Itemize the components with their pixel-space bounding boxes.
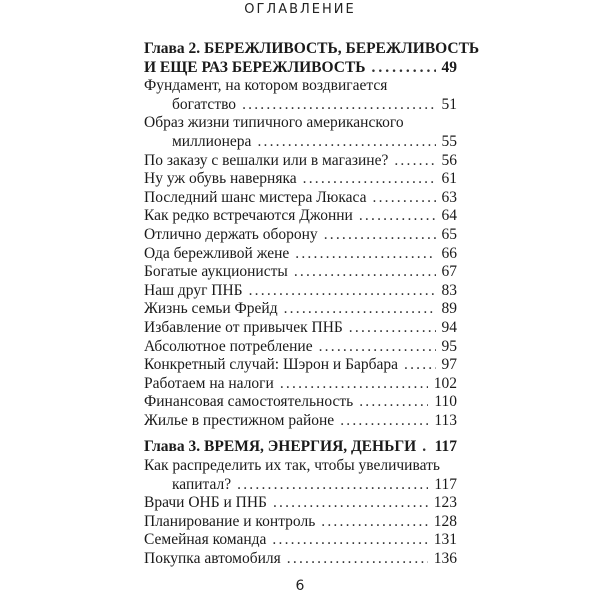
toc-entry: [144, 152, 457, 171]
toc-entry-title: Жилье в престижном районе: [144, 411, 335, 429]
toc-entry-title: Семейная команда: [144, 531, 267, 549]
leader-dots: [237, 476, 428, 495]
leader-dots: [273, 494, 428, 513]
leader-dots: [373, 189, 436, 208]
toc-entry-page: 89: [441, 300, 457, 318]
leader-dots: [257, 133, 435, 152]
toc-entry-title: Абсолютное потребление: [144, 337, 313, 355]
toc-entry-title-line2: богатство: [172, 95, 237, 113]
chapter-3-heading: [144, 438, 457, 457]
toc-entry-page: 67: [441, 263, 457, 281]
leader-dots: [422, 438, 428, 457]
toc-entry: [144, 513, 457, 532]
toc-entry-title: Ну уж обувь наверняка: [144, 170, 297, 188]
leader-dots: [249, 282, 436, 301]
leader-dots: [272, 531, 427, 550]
chapter-3-page: 117: [434, 438, 457, 456]
toc-entry-title: Богатые аукционисты: [144, 263, 288, 281]
toc-entry-page: 128: [433, 512, 457, 530]
leader-dots: [359, 393, 428, 412]
toc-entry: [144, 170, 457, 189]
toc-entry-page: 56: [441, 151, 457, 169]
toc-entry: [144, 245, 457, 264]
toc-entry-title: Конкретный случай: Шэрон и Барбара: [144, 356, 398, 374]
toc-entry-page: 123: [433, 494, 457, 512]
toc-entry-page: 102: [433, 374, 457, 392]
toc-entry-title-line1: Образ жизни типичного американского: [144, 114, 404, 132]
table-of-contents: [144, 40, 480, 569]
toc-entry: [144, 189, 457, 208]
toc-entry: [144, 531, 457, 550]
toc-entry-page: 136: [433, 550, 457, 568]
toc-entry-page: 65: [441, 225, 457, 243]
toc-entry: [144, 457, 457, 494]
leader-dots: [340, 412, 428, 431]
chapter-2-heading: [144, 40, 480, 77]
toc-entry-page: 95: [441, 337, 457, 355]
toc-entry-page: 131: [433, 531, 457, 549]
toc-entry-title-line2: миллионера: [172, 132, 252, 150]
toc-entry-page: 61: [441, 170, 457, 188]
toc-entry-page: 64: [441, 207, 457, 225]
toc-entry: [144, 207, 457, 226]
leader-dots: [294, 263, 436, 282]
toc-entry-page: 63: [441, 188, 457, 206]
toc-entry-title: По заказу с вешалки или в магазине?: [144, 151, 389, 169]
toc-entry: [144, 338, 457, 357]
page-number: 6: [295, 578, 305, 594]
toc-entry: [144, 356, 457, 375]
toc-entry-page: 51: [441, 95, 457, 113]
leader-dots: [359, 207, 436, 226]
toc-entry-title: Отлично держать оборону: [144, 225, 318, 243]
leader-dots: [404, 356, 436, 375]
toc-entry: [144, 77, 457, 114]
toc-entry-page: 83: [441, 281, 457, 299]
toc-entry-page: 55: [441, 132, 457, 150]
toc-entry-title: Последний шанс мистера Люкаса: [144, 188, 367, 206]
toc-entry-title: Планирование и контроль: [144, 512, 316, 530]
toc-entry-title-line1: Как распределить их так, чтобы увеличивать: [144, 457, 440, 475]
leader-dots: [324, 226, 436, 245]
toc-entry-title: Врачи ОНБ и ПНБ: [144, 494, 267, 512]
toc-entry-page: 113: [434, 411, 457, 429]
chapter-3-title: Глава 3. ВРЕМЯ, ЭНЕРГИЯ, ДЕНЬГИ: [144, 438, 417, 456]
toc-entry: [144, 550, 457, 569]
toc-entry-title: Наш друг ПНБ: [144, 281, 243, 299]
toc-entry: [144, 226, 457, 245]
leader-dots: [303, 170, 436, 189]
running-header: ОГЛАВЛЕНИЕ: [244, 2, 356, 17]
toc-entry: [144, 494, 457, 513]
toc-entry-page: 117: [434, 475, 457, 493]
toc-entry-title: Жизнь семьи Фрейд: [144, 300, 278, 318]
toc-entry: [144, 282, 457, 301]
toc-entry-title: Финансовая самостоятельность: [144, 393, 354, 411]
toc-entry-title-line1: Фундамент, на котором воздвигается: [144, 77, 388, 95]
leader-dots: [295, 245, 435, 264]
toc-entry-title: Избавление от привычек ПНБ: [144, 318, 343, 336]
toc-entry: [144, 319, 457, 338]
leader-dots: [287, 550, 428, 569]
chapter-2-title-line1: Глава 2. БЕРЕЖЛИВОСТЬ, БЕРЕЖЛИВОСТЬ: [144, 40, 480, 57]
toc-entry: [144, 114, 457, 151]
toc-entry-page: 110: [434, 393, 457, 411]
toc-entry: [144, 300, 457, 319]
toc-entry-title: Работаем на налоги: [144, 374, 274, 392]
chapter-2-title-line2: И ЕЩЕ РАЗ БЕРЕЖЛИВОСТЬ: [144, 58, 366, 76]
toc-entry: [144, 393, 457, 412]
leader-dots: [372, 59, 436, 78]
leader-dots: [394, 152, 435, 171]
toc-entry-title-line2: капитал?: [172, 475, 232, 493]
toc-entry-title: Как редко встречаются Джонни: [144, 207, 353, 225]
toc-entry-title: Ода бережливой жене: [144, 244, 290, 262]
leader-dots: [319, 338, 436, 357]
leader-dots: [280, 375, 428, 394]
toc-entry: [144, 263, 457, 282]
toc-entry: [144, 412, 457, 431]
toc-entry-title: Покупка автомобиля: [144, 550, 281, 568]
toc-entry: [144, 375, 457, 394]
toc-entry-page: 66: [441, 244, 457, 262]
toc-entry-page: 97: [441, 356, 457, 374]
leader-dots: [284, 300, 436, 319]
chapter-2-page: 49: [441, 58, 457, 76]
leader-dots: [321, 513, 427, 532]
leader-dots: [242, 96, 435, 115]
leader-dots: [349, 319, 436, 338]
toc-entry-page: 94: [441, 318, 457, 336]
